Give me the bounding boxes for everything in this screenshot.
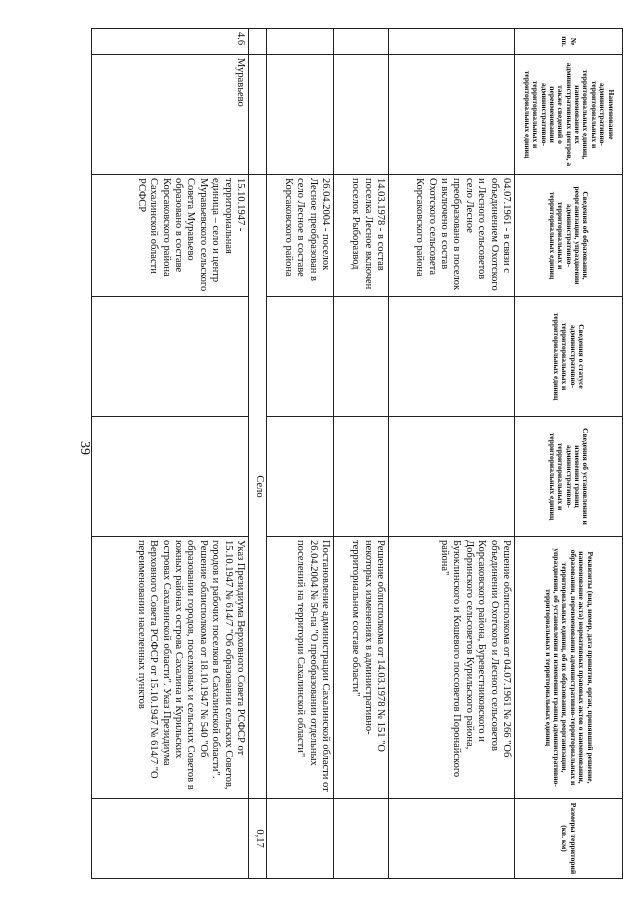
- table-row: [267, 29, 334, 879]
- header-number: № пп.: [515, 29, 623, 55]
- header-status: Сведения о статусе административно-территориальных и территориальных единиц: [515, 297, 623, 417]
- row-boundary-cell: [389, 417, 515, 537]
- row-area-cell: [389, 799, 515, 879]
- row-event-cell: 14.03.1978 - в состав поселка Лесное включен поселок Рыборазвод: [334, 175, 389, 297]
- entry-boundary-cell: [92, 417, 249, 537]
- header-boundaries: Сведения об установлении и изменении границ административно-территориальных и территориальных единиц: [515, 417, 623, 537]
- entry-status-cell: [92, 297, 249, 417]
- row-name-cell: [389, 55, 515, 175]
- header-requisites: Реквизиты (вид, номер, дата принятия, орган, принявший решение, наименование акта) нормативных правовых актов о наименовании, образовании, переименовании административно-территориальных и территориальных единиц, об их образовании, реорганизации, упразднении, об установлении и изменении границ административно-территориальных и территориальных единиц: [515, 537, 623, 799]
- territory-register-sheet: [91, 28, 623, 878]
- row-number-cell: [267, 29, 334, 55]
- header-formation: Сведения об образовании, реорганизации, упразднении административно-территориальных и территориальных единиц: [515, 175, 623, 297]
- table-row: [92, 29, 249, 879]
- table-row: [389, 29, 515, 879]
- page-number: 39: [77, 441, 92, 455]
- row-name-cell: [267, 55, 334, 175]
- entry-name-cell: Муравьево: [92, 55, 249, 175]
- row-requisites-cell: Решение облисполкома от 14.03.1978 № 151 "О некоторых изменениях в административно-территориальном составе области": [334, 537, 389, 799]
- row-event-cell: 26.04.2004 - поселок Лесное преобразован в село Лесное в составе Корсаковского района: [267, 175, 334, 297]
- row-number-cell: [334, 29, 389, 55]
- row-boundary-cell: [267, 417, 334, 537]
- table-row: [334, 29, 389, 879]
- entry-requisites-cell: Указ Президиума Верховного Совета РСФСР от 15.10.1947 № 614/7 "Об образовании сельских Советов, городов и рабочих поселков в Сахалинской области". Решение облисполкома от 18.10.1947 № 540 "Об образовании городов, поселковых и сельских Советов в южных районах острова Сахалина и Курильских островах Сахалинской области". Указ Президиума Верховного Совета РСФСР от 15.10.1947 № 614/7 "О переименовании населенных пунктов: [92, 537, 249, 799]
- row-boundary-cell: [334, 417, 389, 537]
- settlement-category: Село: [249, 175, 267, 799]
- row-requisites-cell: Решение облисполкома от 04.07.1961 № 266 "Об объединении Охотского и Лесного сельсоветов Корсаковского района, Буревестниковского и Добринского сельсоветов Курильского района, Буюклинского и Кошевого поссоветов Поронайского района": [389, 537, 515, 799]
- entry-number-cell: 4.6: [92, 29, 249, 55]
- summary-number-cell: [249, 29, 267, 55]
- row-status-cell: [267, 297, 334, 417]
- summary-row: [249, 29, 267, 879]
- row-status-cell: [389, 297, 515, 417]
- row-status-cell: [334, 297, 389, 417]
- summary-area-cell: 0,17: [249, 799, 267, 879]
- entry-area-cell: [92, 799, 249, 879]
- row-requisites-cell: Постановление администрации Сахалинской области от 26.04.2004 № 50-па "О преобразовании отдельных поселений на территории Сахалинской области": [267, 537, 334, 799]
- row-event-cell: 04.07.1961 - в связи с объединением Охотского и Лесного сельсоветов село Лесное преобразовано в поселок и включено в состав Охотского сельсовета Корсаковского района: [389, 175, 515, 297]
- header-name: Наименование административно-территориальных и территориальных единиц, наименование их административных центров, а также сведений о переименовании административно-территориальных и территориальных единиц: [515, 55, 623, 175]
- row-name-cell: [334, 55, 389, 175]
- table-header-row: [515, 29, 623, 879]
- row-area-cell: [334, 799, 389, 879]
- summary-name-cell: [249, 55, 267, 175]
- row-number-cell: [389, 29, 515, 55]
- row-area-cell: [267, 799, 334, 879]
- header-area: Размеры территорий (кв. км): [515, 799, 623, 879]
- territory-register-table: [91, 28, 623, 879]
- entry-event-cell: 15.10.1947 - территориальная единица – село и центр Муравьевского сельского Совета Муравьево образовано в составе Корсаковского района Сахалинской области РСФСР: [92, 175, 249, 297]
